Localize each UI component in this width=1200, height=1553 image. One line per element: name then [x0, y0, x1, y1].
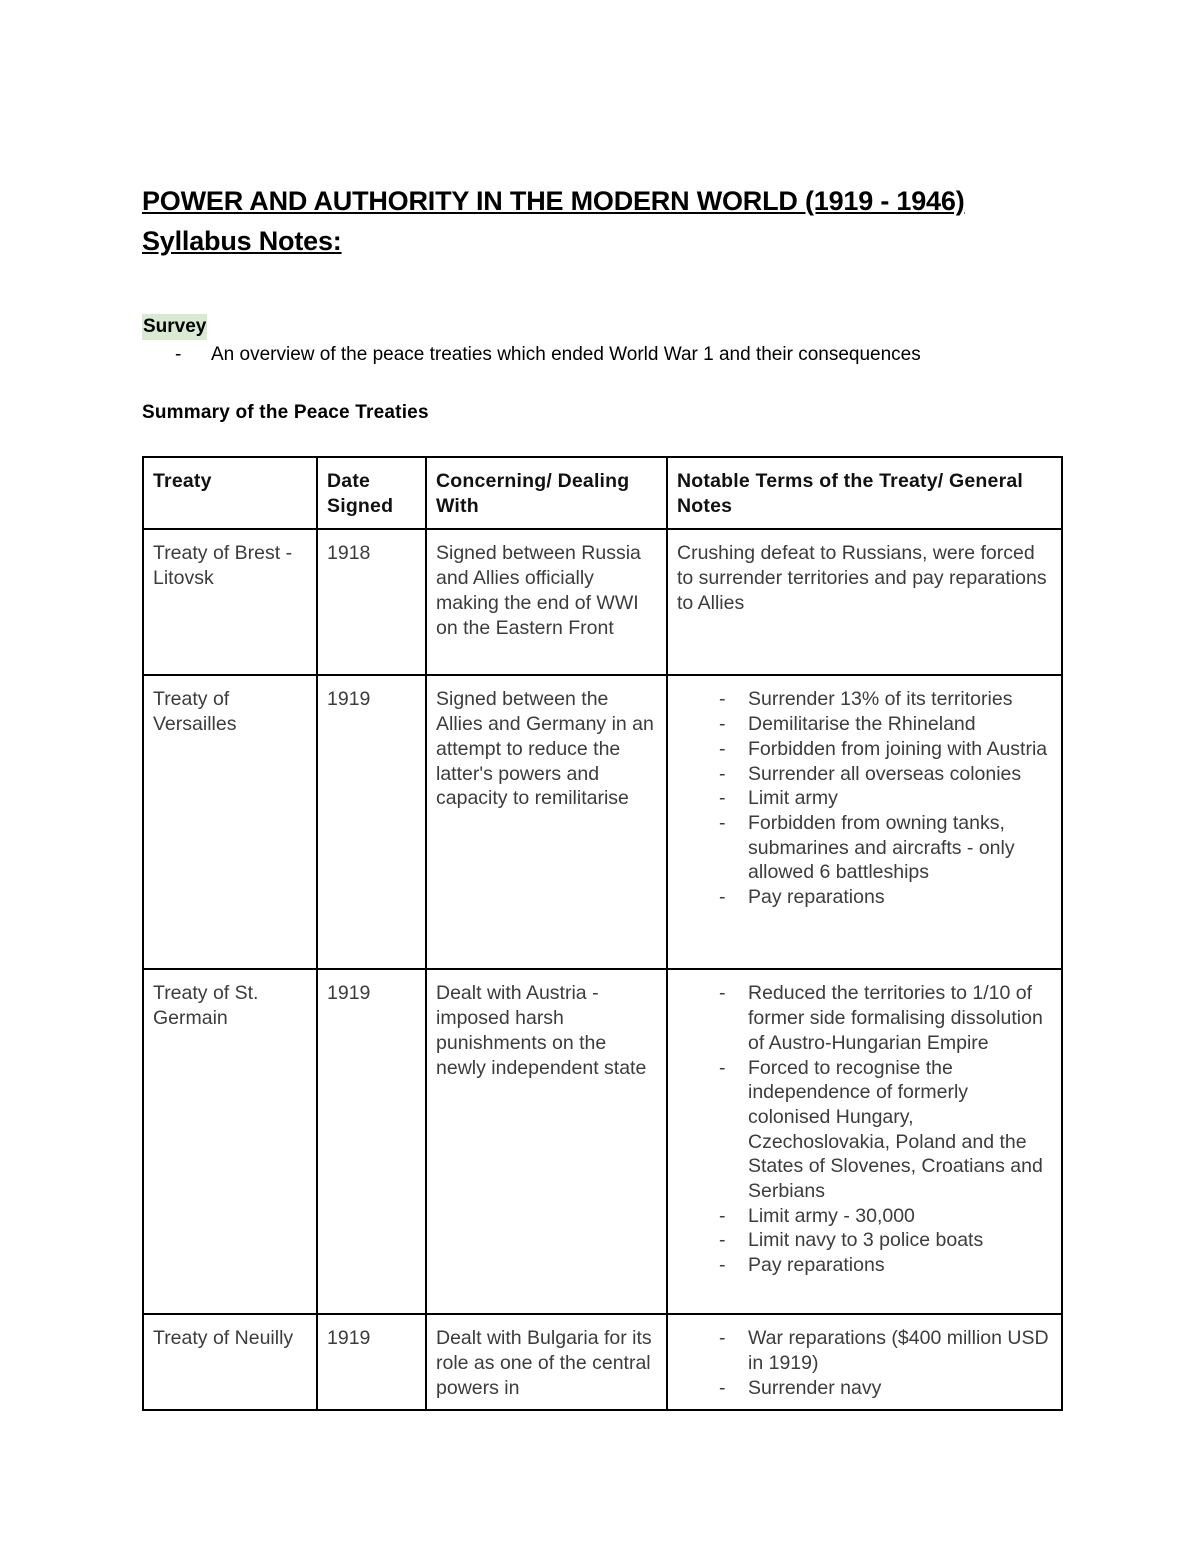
column-header-date-signed: Date Signed [317, 457, 426, 529]
table-row [143, 1314, 1062, 1410]
list-item: - Pay reparations [713, 1253, 1052, 1278]
terms-list [677, 687, 1052, 909]
list-item: - Limit navy to 3 police boats [713, 1228, 1052, 1253]
treaty-name-cell: Treaty of Brest - Litovsk [143, 529, 317, 675]
concerning-cell: Dealt with Bulgaria for its role as one of the central powers in [426, 1314, 667, 1410]
list-item: - Forbidden from owning tanks, submarines and aircrafts - only allowed 6 battleships [713, 811, 1052, 885]
date-signed-cell: 1919 [317, 1314, 426, 1410]
notes-cell [667, 969, 1062, 1314]
column-header-treaty: Treaty [143, 457, 317, 529]
list-item: - Demilitarise the Rhineland [713, 712, 1052, 737]
title-line-2: Syllabus Notes: [142, 226, 342, 256]
date-signed-cell: 1919 [317, 969, 426, 1314]
date-signed-cell: 1919 [317, 675, 426, 969]
notes-cell [667, 675, 1062, 969]
title-line-1: POWER AND AUTHORITY IN THE MODERN WORLD (1919 - 1946) [142, 186, 965, 216]
table-header-row [143, 457, 1062, 529]
list-item: - Pay reparations [713, 885, 1052, 910]
list-item: - War reparations ($400 million USD in 1919) [713, 1326, 1052, 1375]
page-title [142, 181, 965, 261]
table-row [143, 969, 1062, 1314]
treaties-table [142, 456, 1063, 1411]
list-item: - Limit army - 30,000 [713, 1204, 1052, 1229]
treaty-name-cell: Treaty of Neuilly [143, 1314, 317, 1410]
date-signed-cell: 1918 [317, 529, 426, 675]
list-item: - Surrender all overseas colonies [713, 762, 1052, 787]
list-item: - Forced to recognise the independence of formerly colonised Hungary, Czechoslovakia, Poland and the States of Slovenes, Croatians and Serbians [713, 1056, 1052, 1204]
concerning-cell: Signed between the Allies and Germany in an attempt to reduce the latter's powers and capacity to remilitarise [426, 675, 667, 969]
survey-label: Survey [142, 314, 207, 340]
treaty-name-cell: Treaty of Versailles [143, 675, 317, 969]
concerning-cell: Dealt with Austria - imposed harsh punishments on the newly independent state [426, 969, 667, 1314]
table-row [143, 675, 1062, 969]
column-header-concerning: Concerning/ Dealing With [426, 457, 667, 529]
notes-cell: Crushing defeat to Russians, were forced to surrender territories and pay reparations to Allies [667, 529, 1062, 675]
table-row [143, 529, 1062, 675]
list-item: - Surrender navy [713, 1376, 1052, 1401]
notes-cell [667, 1314, 1062, 1410]
treaty-name-cell: Treaty of St. Germain [143, 969, 317, 1314]
terms-list [677, 1326, 1052, 1400]
list-item: - Surrender 13% of its territories [713, 687, 1052, 712]
list-item: - Forbidden from joining with Austria [713, 737, 1052, 762]
concerning-cell: Signed between Russia and Allies officially making the end of WWI on the Eastern Front [426, 529, 667, 675]
list-item: - Limit army [713, 786, 1052, 811]
survey-bullet [175, 342, 921, 368]
column-header-notable-terms: Notable Terms of the Treaty/ General Notes [667, 457, 1062, 529]
list-item: - Reduced the territories to 1/10 of former side formalising dissolution of Austro-Hungarian Empire [713, 981, 1052, 1055]
survey-bullet-text: An overview of the peace treaties which ended World War 1 and their consequences [211, 344, 921, 365]
bullet-dash: - [175, 344, 182, 365]
section-heading: Summary of the Peace Treaties [142, 402, 429, 423]
terms-list [677, 981, 1052, 1277]
